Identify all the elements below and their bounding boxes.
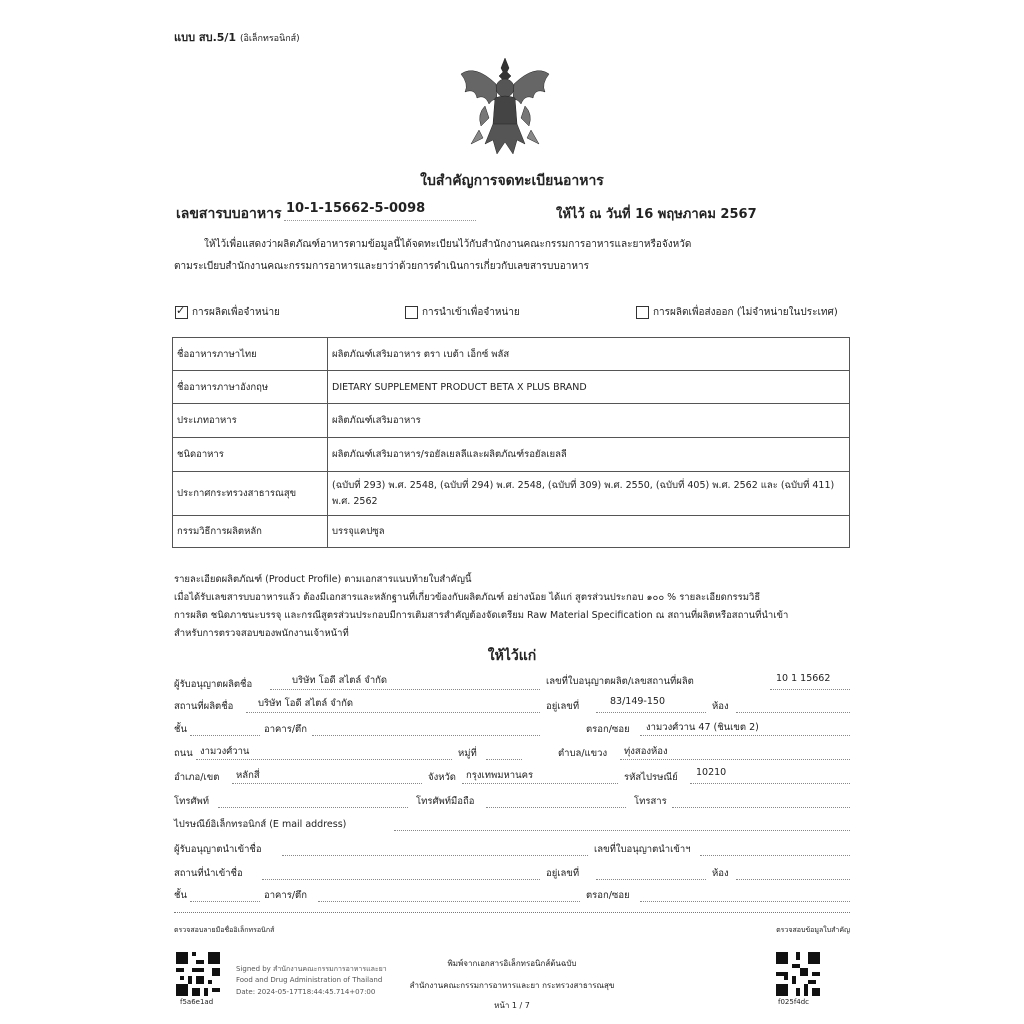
dotted-line	[246, 712, 540, 713]
district-label: อำเภอ/เขต	[174, 772, 220, 783]
addr-no: 83/149-150	[610, 696, 665, 707]
form-code	[174, 28, 300, 46]
soi-label: ตรอก/ซอย	[586, 724, 630, 735]
registration-underline	[284, 220, 476, 221]
zip-label: รหัสไปรษณีย์	[624, 772, 678, 783]
dotted-line	[190, 735, 260, 736]
checkbox-production	[175, 305, 280, 320]
row-key: ชื่ออาหารภาษาอังกฤษ	[173, 371, 328, 404]
row-key: ประกาศกระทรวงสาธารณสุข	[173, 472, 328, 516]
row-value: ผลิตภัณฑ์เสริมอาหาร/รอยัลเยลลีและผลิตภัณฑ์รอยัลเยลลี	[328, 438, 850, 472]
province-value: กรุงเทพมหานคร	[466, 770, 534, 781]
row-value: DIETARY SUPPLEMENT PRODUCT BETA X PLUS BRAND	[328, 371, 850, 404]
product-info-table	[172, 337, 850, 548]
licensee-name: บริษัท โอดี สไตล์ จำกัด	[292, 675, 388, 686]
row-key: ชื่ออาหารภาษาไทย	[173, 338, 328, 371]
note-line-3: การผลิต ชนิดภาชนะบรรจุ และกรณีสูตรส่วนประกอบมีการเติมสารสำคัญต้องจัดเตรียม Raw Material Specification ณ สถานที่ผลิตหรือสถานที่นำเข้า	[174, 610, 789, 621]
moo-label: หมู่ที่	[458, 748, 477, 759]
checkbox-empty-icon	[405, 306, 418, 319]
road-label: ถนน	[174, 748, 193, 759]
room-label: ห้อง	[712, 701, 729, 712]
signed-by-line-1: Signed by สำนักงานคณะกรรมการอาหารและยา	[236, 965, 387, 973]
dotted-line	[640, 901, 850, 902]
row-key: กรรมวิธีการผลิตหลัก	[173, 516, 328, 548]
garuda-emblem-icon	[455, 54, 555, 162]
issued-date: ให้ไว้ ณ วันที่ 16 พฤษภาคม 2567	[556, 207, 757, 222]
checkbox-label: การนำเข้าเพื่อจำหน่าย	[422, 307, 520, 318]
district-value: หลักสี่	[236, 770, 260, 781]
dotted-line	[700, 855, 850, 856]
table-row	[173, 338, 850, 371]
dotted-line	[736, 879, 850, 880]
form-code-sub: (อิเล็กทรอนิกส์)	[239, 34, 300, 44]
dotted-line	[690, 783, 850, 784]
document-qr-code-icon[interactable]	[776, 952, 820, 996]
floor-label: ชั้น	[174, 724, 187, 735]
place-name: บริษัท โอดี สไตล์ จำกัด	[258, 698, 354, 709]
licensee-name-label: ผู้รับอนุญาตผลิตชื่อ	[174, 679, 253, 690]
registration-number: 10-1-15662-5-0098	[286, 201, 426, 216]
checkbox-checked-icon	[175, 306, 188, 319]
soi-value: งามวงศ์วาน 47 (ชินเขต 2)	[646, 722, 759, 733]
table-row	[173, 472, 850, 516]
note-line-2: เมื่อได้รับเลขสารบบอาหารแล้ว ต้องมีเอกสารและหลักฐานที่เกี่ยวข้องกับผลิตภัณฑ์ อย่างน้อย ได้แก่ สูตรส่วนประกอบ ๑๐๐ % รายละเอียดกรรมวิธี	[174, 592, 761, 603]
dotted-line	[596, 712, 706, 713]
dotted-line	[672, 807, 850, 808]
intro-line-1: ให้ไว้เพื่อแสดงว่าผลิตภัณฑ์อาหารตามข้อมูลนี้ได้จดทะเบียนไว้กับสำนักงานคณะกรรมการอาหารและยาหรือจังหวัด	[204, 239, 692, 250]
row-value: (ฉบับที่ 293) พ.ศ. 2548, (ฉบับที่ 294) พ.ศ. 2548, (ฉบับที่ 309) พ.ศ. 2550, (ฉบับที่ 405) พ.ศ. 2562 และ (ฉบับที่ 411) พ.ศ. 2562	[328, 472, 850, 516]
note-line-1: รายละเอียดผลิตภัณฑ์ (Product Profile) ตามเอกสารแนบท้ายใบสำคัญนี้	[174, 574, 472, 585]
dotted-line	[620, 759, 850, 760]
document-qr-code-label: f025f4dc	[778, 998, 810, 1006]
document-title: ใบสำคัญการจดทะเบียนอาหาร	[420, 173, 604, 189]
checkbox-import	[405, 305, 520, 320]
dotted-line	[486, 759, 522, 760]
table-row	[173, 438, 850, 472]
row-value: บรรจุแคปซูล	[328, 516, 850, 548]
print-source-note: พิมพ์จากเอกสารอิเล็กทรอนิกส์ต้นฉบับ	[447, 959, 577, 968]
signature-check-note: ตรวจสอบลายมือชื่ออิเล็กทรอนิกส์	[174, 926, 275, 934]
dotted-line	[462, 783, 618, 784]
footer-divider	[174, 912, 850, 913]
form-code-text: แบบ สบ.5/1	[174, 31, 237, 44]
mobile-label: โทรศัพท์มือถือ	[416, 796, 475, 807]
province-label: จังหวัด	[428, 772, 456, 783]
checkbox-label: การผลิตเพื่อจำหน่าย	[192, 307, 280, 318]
importer-license-label: เลขที่ใบอนุญาตนำเข้าฯ	[594, 844, 691, 855]
row-key: ชนิดอาหาร	[173, 438, 328, 472]
dotted-line	[270, 689, 540, 690]
agency-name: สำนักงานคณะกรรมการอาหารและยา กระทรวงสาธารณสุข	[409, 981, 615, 990]
zip-value: 10210	[696, 767, 727, 778]
page-number: หน้า 1 / 7	[494, 1001, 530, 1010]
intro-line-2: ตามระเบียบสำนักงานคณะกรรมการอาหารและยาว่าด้วยการดำเนินการเกี่ยวกับเลขสารบบอาหาร	[174, 261, 589, 272]
building-label: อาคาร/ตึก	[264, 724, 307, 735]
signed-by-line-3: Date: 2024-05-17T18:44:45.714+07:00	[236, 988, 376, 996]
import-addr-no-label: อยู่เลขที่	[546, 868, 580, 879]
dotted-line	[394, 830, 850, 831]
grantee-title: ให้ไว้แก่	[487, 648, 537, 664]
dotted-line	[262, 879, 540, 880]
addr-no-label: อยู่เลขที่	[546, 701, 580, 712]
registration-label: เลขสารบบอาหาร	[176, 206, 282, 222]
document-check-note: ตรวจสอบข้อมูลใบสำคัญ	[776, 926, 850, 934]
dotted-line	[196, 759, 452, 760]
note-line-4: สำหรับการตรวจสอบของพนักงานเจ้าหน้าที่	[174, 628, 349, 639]
dotted-line	[486, 807, 626, 808]
dotted-line	[218, 807, 408, 808]
subdistrict-value: ทุ่งสองห้อง	[624, 746, 668, 757]
importer-name-label: ผู้รับอนุญาตนำเข้าชื่อ	[174, 844, 262, 855]
subdistrict-label: ตำบล/แขวง	[558, 748, 608, 759]
checkbox-export	[636, 305, 838, 320]
dotted-line	[282, 855, 588, 856]
signature-qr-code-label: f5a6e1ad	[180, 998, 214, 1006]
dotted-line	[190, 901, 260, 902]
import-soi-label: ตรอก/ซอย	[586, 890, 630, 901]
checkbox-empty-icon	[636, 306, 649, 319]
import-building-label: อาคาร/ตึก	[264, 890, 307, 901]
import-room-label: ห้อง	[712, 868, 729, 879]
fax-label: โทรสาร	[634, 796, 667, 807]
row-value: ผลิตภัณฑ์เสริมอาหาร	[328, 404, 850, 438]
license-label: เลขที่ใบอนุญาตผลิต/เลขสถานที่ผลิต	[546, 676, 694, 687]
checkbox-label: การผลิตเพื่อส่งออก (ไม่จำหน่ายในประเทศ)	[653, 307, 838, 318]
table-row	[173, 404, 850, 438]
import-place-label: สถานที่นำเข้าชื่อ	[174, 868, 243, 879]
place-label: สถานที่ผลิตชื่อ	[174, 701, 234, 712]
signed-by-line-2: Food and Drug Administration of Thailand	[236, 976, 383, 984]
road-value: งามวงศ์วาน	[200, 746, 250, 757]
dotted-line	[770, 689, 850, 690]
import-floor-label: ชั้น	[174, 890, 187, 901]
dotted-line	[312, 735, 540, 736]
dotted-line	[232, 783, 422, 784]
table-row	[173, 371, 850, 404]
dotted-line	[318, 901, 580, 902]
phone-label: โทรศัพท์	[174, 796, 210, 807]
license-number: 10 1 15662	[776, 673, 831, 684]
dotted-line	[596, 879, 706, 880]
dotted-line	[640, 735, 850, 736]
row-key: ประเภทอาหาร	[173, 404, 328, 438]
row-value: ผลิตภัณฑ์เสริมอาหาร ตรา เบต้า เอ็กซ์ พลัส	[328, 338, 850, 371]
table-row	[173, 516, 850, 548]
dotted-line	[736, 712, 850, 713]
email-label: ไปรษณีย์อิเล็กทรอนิกส์ (E mail address)	[174, 819, 347, 830]
